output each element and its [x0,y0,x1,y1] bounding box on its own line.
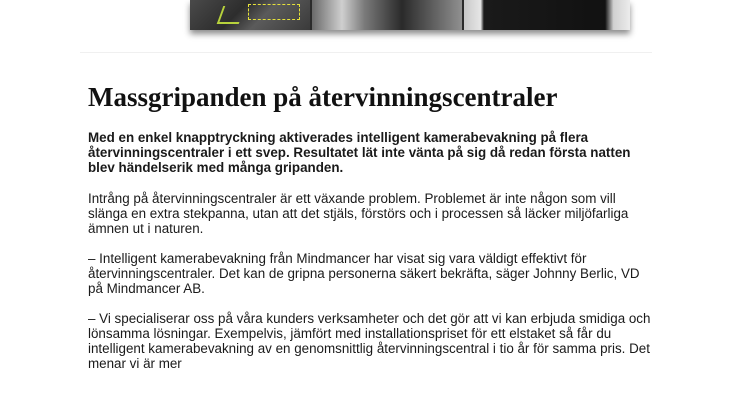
surveillance-photo-strip [190,0,630,30]
article-paragraph: Intrång på återvinningscentraler är ett växande problem. Problemet är inte någon som vill slänga en extra stekpanna, utan att det stjäls, förstörs och i processen så läcker miljöfarliga ämnen ut i naturen. [88,191,629,236]
article-lead: Med en enkel knapptryckning aktiverades intelligent kamerabevakning på flera återvinningscentraler i ett svep. Resultatet lät inte vänta på sig då redan första natten blev händelserik med många gripanden. [88,130,631,175]
article-paragraph: – Intelligent kamerabevakning från Mindmancer har visat sig vara väldigt effektivt för återvinningscentraler. Det kan de gripna personerna säkert bekräfta, säger Johnny Berlic, VD på Mindmancer AB. [88,251,640,296]
article-paragraph: – Vi specialiserar oss på våra kunders verksamheter och det gör att vi kan erbjuda smidiga och lönsamma lösningar. Exempelvis, jämfört med installationspriset för ett elstaket så får du intelligent kamerabevakning av en genomsnittlig återvinningscentral i tio år för samma pris. Det menar vi är mer [88,311,651,371]
detection-trail-overlay [217,6,246,24]
camera-photo-monitor [464,0,630,30]
camera-photo-fence [312,0,462,30]
article-title: Massgripanden på återvinningscentraler [88,82,558,112]
article-body [88,130,653,386]
detection-zone-overlay [248,4,300,20]
camera-photo-night [190,0,310,30]
